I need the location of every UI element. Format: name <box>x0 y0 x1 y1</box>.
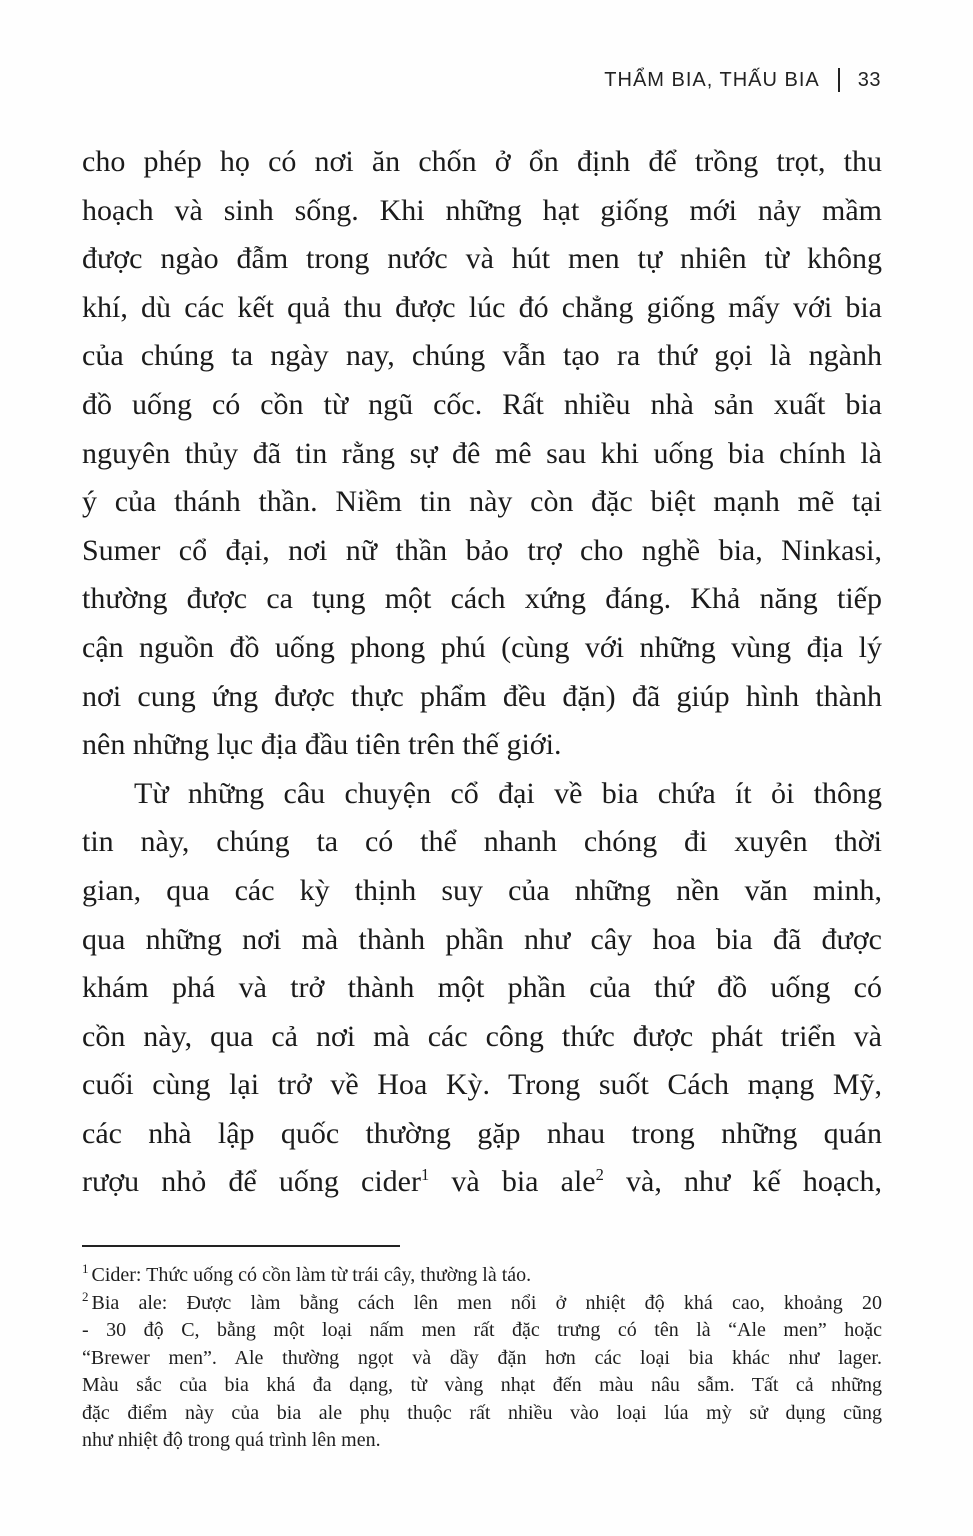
footnote-line <box>82 1290 882 1318</box>
text-line: các nhà lập quốc thường gặp nhau trong những quán <box>82 1116 882 1150</box>
footnote-text: Bia ale: Được làm bằng cách lên men nổi ở nhiệt độ khá cao, khoảng 20 <box>91 1291 882 1314</box>
text-line: cận nguồn đồ uống phong phú (cùng với những vùng địa lý <box>82 630 882 664</box>
text-line: được ngào đẫm trong nước và hút men tự nhiên từ không <box>82 242 882 276</box>
footnote-line: - 30 độ C, bằng một loại nấm men rất đặc trưng có tên là “Ale men” hoặc <box>82 1319 882 1341</box>
text-line: cuối cùng lại trở về Hoa Kỳ. Trong suốt Cách mạng Mỹ, <box>82 1068 882 1102</box>
footnote-2 <box>82 1290 882 1455</box>
header-separator <box>838 68 840 92</box>
text-line: gian, qua các kỳ thịnh suy của những nền văn minh, <box>82 873 882 907</box>
text-line: Sumer cổ đại, nơi nữ thần bảo trợ cho nghề bia, Ninkasi, <box>82 533 882 567</box>
footnote-mark: 1 <box>82 1261 89 1277</box>
running-title: THẨM BIA, THẤU BIA <box>604 68 820 91</box>
text-line: ý của thánh thần. Niềm tin này còn đặc biệt mạnh mẽ tại <box>82 485 882 519</box>
footnote-ref-2[interactable]: 2 <box>595 1165 604 1185</box>
paragraph-1 <box>82 138 882 770</box>
running-header <box>604 68 881 92</box>
text-line: nguyên thủy đã tin rằng sự đê mê sau khi uống bia chính là <box>82 436 882 470</box>
footnote-ref-1[interactable]: 1 <box>420 1165 430 1185</box>
footnote-line: “Brewer men”. Ale thường ngọt và dầy đặn hơn các loại bia khác như lager. <box>82 1346 882 1369</box>
text-line: tin này, chúng ta có thể nhanh chóng đi xuyên thời <box>82 825 882 859</box>
text-line: qua những nơi mà thành phần như cây hoa bia đã được <box>82 922 882 956</box>
text-line: khí, dù các kết quả thu được lúc đó chẳng giống mấy với bia <box>82 290 882 324</box>
text-line: cho phép họ có nơi ăn chốn ở ổn định để trồng trọt, thu <box>82 145 882 178</box>
text-line: Từ những câu chuyện cổ đại về bia chứa ít ỏi thông <box>134 776 882 810</box>
footnote-1 <box>82 1262 882 1290</box>
footnote-line: đặc điểm này của bia ale phụ thuộc rất nhiều vào loại lúa mỳ sử dụng cũng <box>82 1401 882 1424</box>
text-line: khám phá và trở thành một phần của thứ đồ uống có <box>82 971 882 1005</box>
footnotes <box>82 1262 882 1455</box>
text-line: thường được ca tụng một cách xứng đáng. Khả năng tiếp <box>82 582 882 616</box>
text-line: nên những lục địa đầu tiên trên thế giới. <box>82 728 562 762</box>
page-number: 33 <box>857 68 881 91</box>
text-line: của chúng ta ngày nay, chúng vẫn tạo ra thứ gọi là ngành <box>82 339 882 373</box>
text-line <box>82 1158 882 1207</box>
text-line: cồn này, qua cả nơi mà các công thức được phát triển và <box>82 1019 882 1053</box>
text-fragment: và bia ale <box>429 1165 596 1199</box>
text-line: đồ uống có cồn từ ngũ cốc. Rất nhiều nhà sản xuất bia <box>82 387 882 421</box>
footnote-text: Cider: Thức uống có cồn làm từ trái cây, thường là táo. <box>91 1264 532 1286</box>
text-fragment: rượu nhỏ để uống cider <box>82 1165 421 1199</box>
text-line: nơi cung ứng được thực phẩm đều đặn) đã giúp hình thành <box>82 679 882 713</box>
body-text <box>82 138 882 1207</box>
footnote-line <box>82 1262 882 1290</box>
footnote-mark: 2 <box>82 1288 89 1304</box>
text-line: hoạch và sinh sống. Khi những hạt giống mới nảy mầm <box>82 193 882 227</box>
footnote-divider <box>82 1245 400 1247</box>
footnote-line: Màu sắc của bia khá đa dạng, từ vàng nhạt đến màu nâu sẫm. Tất cả những <box>82 1374 882 1396</box>
footnote-line: như nhiệt độ trong quá trình lên men. <box>82 1429 381 1451</box>
paragraph-2 <box>82 770 882 1207</box>
text-fragment: và, như kế hoạch, <box>603 1165 882 1199</box>
